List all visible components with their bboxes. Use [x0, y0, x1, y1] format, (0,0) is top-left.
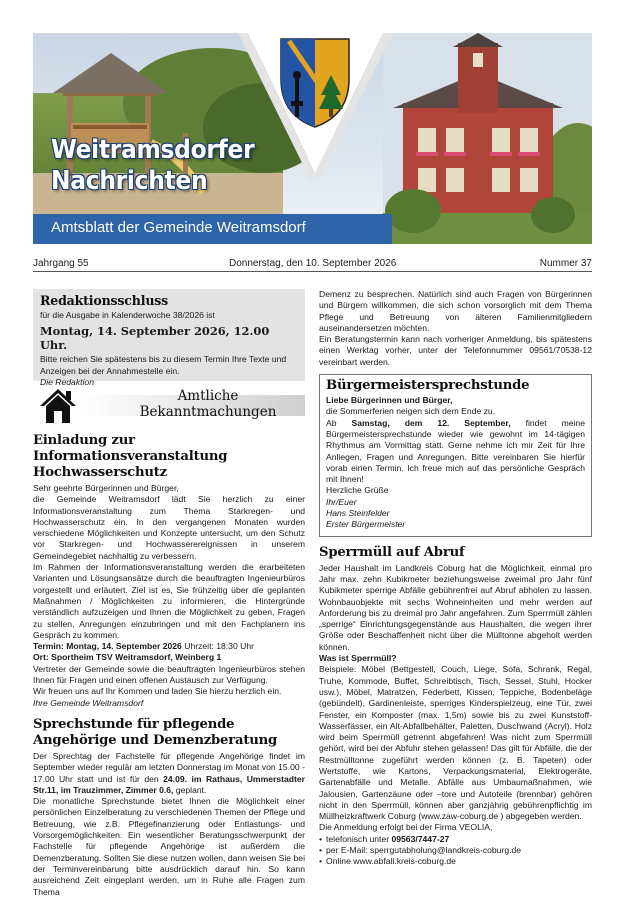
- buergermeister-sign1: Ihr/Euer: [326, 496, 357, 507]
- amtliche-line1: Amtliche: [177, 388, 239, 404]
- hochwasser-greeting: Sehr geehrte Bürgerinnen und Bürger,: [33, 483, 179, 493]
- hochwasser-termin-date: Termin: Montag, 14. September 2026: [33, 641, 182, 652]
- sprechstunde-p3: Ein Beratungstermin kann nach vorheriger Anmeldung, bis spätestens einen Werktag vorher, unter der Telefonnummer 09561/70538-12 vereinbart werden.: [319, 334, 592, 367]
- header-divider: [33, 271, 592, 272]
- buergermeister-sign3: Erster Bürgermeister: [326, 519, 406, 530]
- sprechstunde-title: Sprechstunde für pflegende Angehörige und Demenzberatung: [33, 716, 278, 748]
- buergermeister-p1-a: Ab: [326, 417, 352, 428]
- list-item[interactable]: [319, 856, 592, 867]
- buergermeister-line1: die Sommerferien neigen sich dem Ende zu.: [326, 406, 496, 417]
- buergermeister-sign2: Hans Steinfelder: [326, 508, 390, 519]
- amtliche-banner: [33, 387, 305, 427]
- amtliche-heading: [123, 388, 293, 420]
- list-item[interactable]: [319, 845, 592, 856]
- sprechstunde-p2-cont: Demenz zu besprechen. Natürlich sind auch Fragen von Bürgerinnen und Bürgern willkommen, die sich schon vorsorglich mit dem Thema Pflege und Betreuung von älteren Familienmitgliedern auseinandersetzen möchten.: [319, 289, 592, 333]
- buergermeister-p1: [326, 418, 585, 486]
- hochwasser-p4: Wir freuen uns auf Ihr Kommen und laden Sie hierzu herzlich ein.: [33, 686, 282, 697]
- hochwasser-sign: Ihre Gemeinde Weitramsdorf: [33, 697, 144, 708]
- masthead-subtitle: Amtsblatt der Gemeinde Weitramsdorf: [51, 219, 306, 236]
- redaktion-box: [33, 289, 305, 387]
- redaktion-title: Redaktionsschluss: [40, 293, 169, 308]
- sperrmuell-question: Was ist Sperrmüll?: [319, 653, 397, 664]
- title-line-2: Nachrichten: [51, 166, 208, 196]
- left-column: [33, 289, 305, 897]
- sprechstunde-p1-a: Der Sprechtag der Fachstelle für pflegende Angehörige findet im September wieder regulär am letzten Donnerstag im Monat von 15.00 - 17.00 Uhr statt und ist für den: [33, 750, 305, 784]
- hochwasser-p2: Im Rahmen der Informationsveranstaltung werden die erarbeiteten Varianten und Lösungsansätze durch die beauftragten Ingenieurbüros vorgestellt und erläutert. Ziel ist es, Sie frühzeitig über die geplanten Maßnahmen / Möglichkeiten zu informieren, die Hintergründe verständlich aufzuzeigen und Ihnen die Möglichkeit zu geben, Fragen zu stellen, Anregungen einzubringen und mit den Fachplanern ins Gespräch zu kommen.: [33, 562, 305, 640]
- title-line-1: Weitramsdorfer: [51, 135, 255, 165]
- sperrmuell-p3: Die Anmeldung erfolgt bei der Firma VEOLIA,: [319, 822, 493, 833]
- sprechstunde-p1: [33, 751, 305, 796]
- sperrmuell-p1: Jeder Haushalt im Landkreis Coburg hat die Möglichkeit, einmal pro Jahr max. zehn Kubikmeter beziehungsweise zweimal pro Jahr fünf Kubikmeter sperrige Abfälle gebührenfrei auf Abruf abholen zu lassen. Wohnbauobjekte mit sechs Wohneinheiten und mehr werden auf Anforderung bis zu dreimal pro Jahr angefahren. Zum Sperrmüll zählen „sperrige“ Einrichtungsgegenstände aus Haushalten, die wegen ihrer Größe oder Beschaffenheit nicht über die Mülltonne abgeholt werden können.: [319, 562, 592, 652]
- hochwasser-article: [33, 433, 305, 709]
- buergermeister-title: Bürgermeistersprechstunde: [326, 378, 530, 394]
- contact-online-link[interactable]: Online www.abfall.kreis-coburg.de: [326, 856, 456, 867]
- sperrmuell-article: [319, 545, 592, 868]
- buergermeister-p1-c: findet meine Bürgermeistersprechstunde wieder wie gewohnt im 14-tägigen Rhythmus am Vormittag statt. Gerne nehme ich mir Zeit für Ihre Anliegen, Fragen und Anregungen. Bitte vereinbaren Sie hierfür vorab einen Termin. Ich freue mich auf das persönliche Gespräch mit Ihnen!: [326, 417, 585, 485]
- hochwasser-ort: Ort: Sportheim TSV Weitramsdorf, Weinberg 1: [33, 652, 222, 663]
- sprechstunde-article: [33, 717, 305, 897]
- house-icon: [39, 387, 77, 425]
- sprechstunde-p1-c: geplant.: [173, 784, 207, 795]
- hochwasser-p3: Vertreter der Gemeinde sowie die beauftragten Ingenieurbüros stehen Ihnen für Fragen und einen offenen Austausch zur Verfügung.: [33, 663, 305, 686]
- sperrmuell-title: Sperrmüll auf Abruf: [319, 544, 465, 560]
- masthead-title: [51, 135, 254, 197]
- list-item: [319, 834, 592, 845]
- redaktion-deadline: Montag, 14. September 2026, 12.00 Uhr.: [40, 324, 270, 353]
- buergermeister-gruss: Herzliche Grüße: [326, 485, 389, 496]
- sperrmuell-p2: Beispiele: Möbel (Bettgestell, Couch, Liege, Sofa, Schrank, Regal, Truhe, Kommode, Buffet, Schreibtisch, Tisch, Sessel, Stuhl, Hocker usw.), Möbel, Matratzen, Federbett, Kissen, Teppiche, Bodenbeläge (gebündelt), Gardinenleiste, sperriges Kinderspielzeug, eine Tür, zwei Fenster, ein Komposter (max. 1,5m) sowie bis zu zwei Kunststoff-Wasserfässer, ein Alt-Abfallbehälter, Paletten, Duschwand (Acryl). Holz wird beim Sperrmüll getrennt abgefahren! Was nicht zum Sperrmüll gehört, wird bei der Abfuhr stehen gelassen! Das gilt für Abfälle, die der Restmülltonne zugeführt werden können (z. B. Tapeten) oder Wertstoffe, wie Kartons, Verpackungsmaterial, Elektrogeräte, Gartenabfälle und Metalle. Abfälle aus Umbaumaßnahmen, wie Jalousien, Gartenzäune oder –tore und Autoteile (brennbar) gehören nicht in den Sperrmüll, können aber ganzjährig gebührenpflichtig im Müllheizkraftwerk Coburg (www.zaw-coburg.de ) abgegeben werden.: [319, 664, 592, 822]
- hochwasser-termin-time: Uhrzeit: 18:30 Uhr: [181, 641, 254, 652]
- sprechstunde-p2: Die monatliche Sprechstunde bietet Ihnen die Möglichkeit einer persönlichen Einzelberatung zu verschiedenen Themen der Pflege und Betreuung, wie z.B. Pflegefinanzierung oder Entlastungs- und Vorsorgemöglichkeiten. Ein wesentlicher Beratungsschwerpunkt der Fachstelle für pflegende Angehörige ist außerdem die Demenzberatung. Sollten Sie diese nutzen wollen, dann weisen Sie bei der Terminvereinbarung bitte ausdrücklich darauf hin. So kann ausreichend Zeit eingeplant werden, um in Ruhe alle Fragen zum Thema: [33, 796, 305, 897]
- redaktion-sign: Die Redaktion: [40, 376, 94, 387]
- issue-number: Nummer 37: [539, 258, 592, 269]
- contact-phone-label: telefonisch unter: [326, 833, 392, 844]
- redaktion-line1: für die Ausgabe in Kalenderwoche 38/2026 ist: [40, 310, 215, 320]
- right-column: [319, 289, 592, 868]
- buergermeister-p1-date: Samstag, dem 12. September,: [351, 417, 511, 428]
- issue-date: Donnerstag, den 10. September 2026: [229, 258, 397, 269]
- sprechstunde-p1-location: 24.09. im Rathaus, Ummerstadter Str.11, im Trauzimmer, Zimmer 0.6,: [33, 773, 305, 795]
- sperrmuell-contact-list: [319, 834, 592, 868]
- masthead: [33, 33, 592, 244]
- issue-jahrgang: Jahrgang 55: [33, 258, 89, 269]
- hochwasser-title: Einladung zur Informationsveranstaltung Hochwasserschutz: [33, 433, 228, 480]
- redaktion-line2: Bitte reichen Sie spätestens bis zu diesem Termin Ihre Texte und Anzeigen bei der Annahmestelle ein.: [40, 354, 287, 376]
- buergermeister-greeting: Liebe Bürgerinnen und Bürger,: [326, 395, 453, 406]
- hochwasser-p1: die Gemeinde Weitramsdorf lädt Sie herzlich zu einer Informationsveranstaltung zum Thema Starkregen- und Hochwasserschutz ein. In den vergangenen Monaten wurden verschiedene Möglichkeiten und Konzepte untersucht, um den Schutz vor Starkregen- und Hochwasserereignissen in unserem Gemeindegebiet nachhaltig zu verbessern.: [33, 494, 305, 561]
- contact-email[interactable]: per E-Mail: sperrgutabholung@landkreis-coburg.de: [326, 845, 522, 856]
- buergermeister-box: [319, 374, 592, 537]
- contact-phone-number: 09563/7447-27: [391, 833, 450, 844]
- hochwasser-termin: [33, 641, 305, 652]
- amtliche-line2: Bekanntmachungen: [139, 404, 277, 420]
